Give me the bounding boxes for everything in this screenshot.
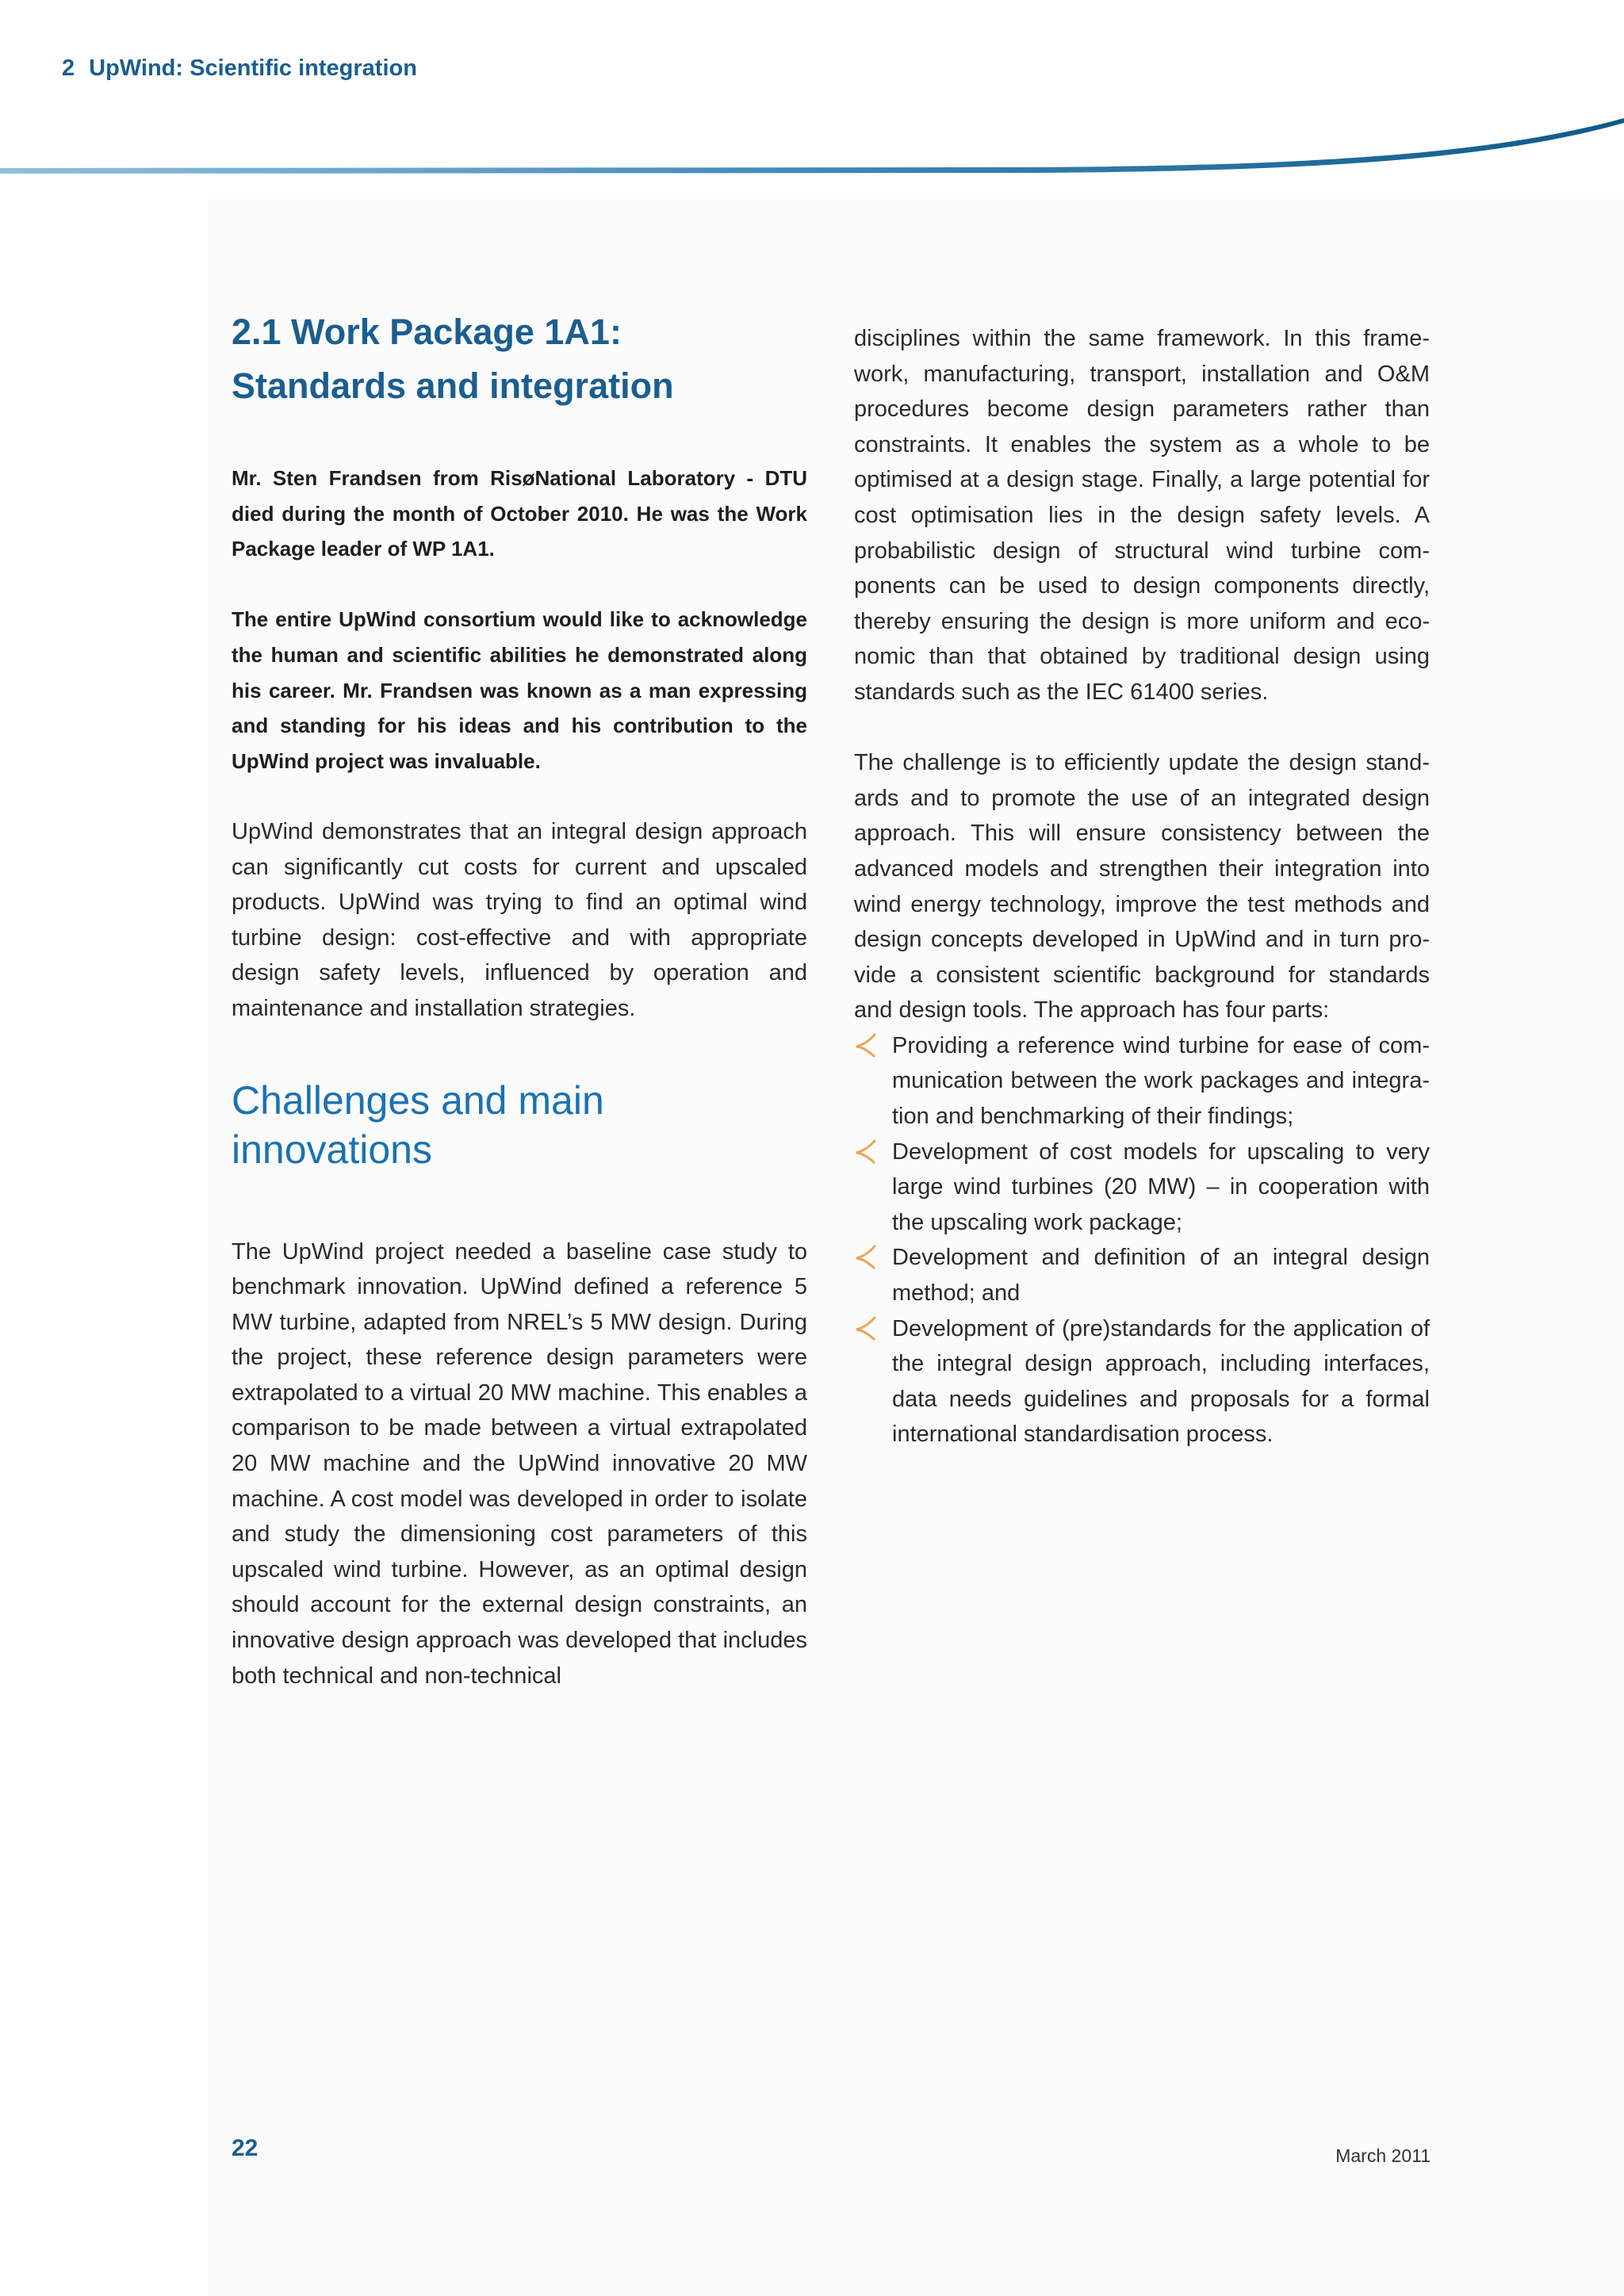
- subsection-heading-line1: Challenges and main: [232, 1077, 604, 1123]
- bullet-text: Development of cost models for upscaling to very large wind turbines (20 MW) – in cooperation with the upscaling work package;: [892, 1138, 1430, 1235]
- section-title: UpWind: Scientific integration: [89, 55, 417, 81]
- subsection-heading-line2: innovations: [232, 1127, 432, 1172]
- body-paragraph-left: The UpWind project needed a baseline case study to benchmark innovation. UpWind defined a reference 5 MW turbine, adapted from NREL’s 5 MW design. During the project, these reference design parameters were extrapolated to a virtual 20 MW machine. This enables a comparison to be made between a virtual extrapolated 20 MW machine and the UpWind innovative 20 MW machine. A cost model was developed in order to isolate and study the dimensioning cost parameters of this upscaled wind turbine. However, as an optimal design should account for the external design constraints, an innovative design approach was developed that includes both technical and non-technical: [232, 1238, 807, 1689]
- section-heading: [232, 305, 807, 413]
- header-swoosh-decoration: [0, 111, 1624, 182]
- intro-paragraph: UpWind demonstrates that an integral design approach can significantly cut costs for current and upscaled products. UpWind was trying to find an optimal wind turbine design: cost-effective and with appropriate design safety levels, influenced by operation and maintenance and installation strategies.: [232, 818, 807, 1021]
- bullet-text: Development and definition of an integral design method; and: [892, 1245, 1430, 1307]
- publication-date: March 2011: [1335, 2145, 1431, 2166]
- list-item: [854, 1135, 1430, 1241]
- turbine-blade-bullet-icon: [854, 1031, 878, 1058]
- page-number: 22: [232, 2135, 259, 2161]
- turbine-blade-bullet-icon: [854, 1138, 878, 1165]
- bullet-text: Development of (pre)standards for the application of the integral design approach, including interfaces, data needs guidelines and proposals for a formal international standardisation process.: [892, 1315, 1430, 1448]
- body-paragraph-right-2: The challenge is to efficiently update the design standards and to promote the use of an integrated design approach. This will ensure consistency between the advanced models and strengthen their integration into wind energy technology, improve the test methods and design concepts developed in UpWind and in turn provide a consistent scientific background for standards and design tools. The approach has four parts:: [854, 750, 1430, 1024]
- approach-bullet-list: [854, 1028, 1430, 1452]
- turbine-blade-bullet-icon: [854, 1243, 878, 1270]
- left-column: [232, 305, 807, 1693]
- memoriam-paragraph-1: Mr. Sten Frandsen from RisøNational Laboratory - DTU died during the month of October 2010. He was the Work Package leader of WP 1A1.: [232, 466, 807, 561]
- right-column: [854, 321, 1430, 1452]
- body-paragraph-right-1: disciplines within the same framework. In this framework, manufacturing, transport, installation and O&M procedures become design parameters rather than constraints. It enables the system as a whole to be optimised at a design stage. Finally, a large potential for cost optimisation lies in the design safety levels. A probabilistic design of structural wind turbine components can be used to design components directly, thereby ensuring the design is more uniform and economic than that obtained by traditional design using standards such as the IEC 61400 series.: [854, 326, 1430, 705]
- memoriam-paragraph-2: The entire UpWind consortium would like to acknowledge the human and scientific abilities he demonstrated along his career. Mr. Frandsen was known as a man expressing and standing for his ideas and his contribution to the UpWind project was invaluable.: [232, 607, 807, 773]
- section-number: 2: [62, 55, 75, 81]
- bullet-text: Providing a reference wind turbine for ease of communication between the work packages and integration and benchmarking of their findings;: [892, 1032, 1430, 1130]
- subsection-heading: [232, 1076, 807, 1174]
- section-heading-line1: 2.1 Work Package 1A1:: [232, 312, 622, 352]
- list-item: [854, 1028, 1430, 1135]
- section-heading-line2: Standards and integration: [232, 365, 674, 406]
- list-item: [854, 1240, 1430, 1311]
- list-item: [854, 1311, 1430, 1452]
- running-header: [62, 55, 417, 82]
- turbine-blade-bullet-icon: [854, 1314, 878, 1341]
